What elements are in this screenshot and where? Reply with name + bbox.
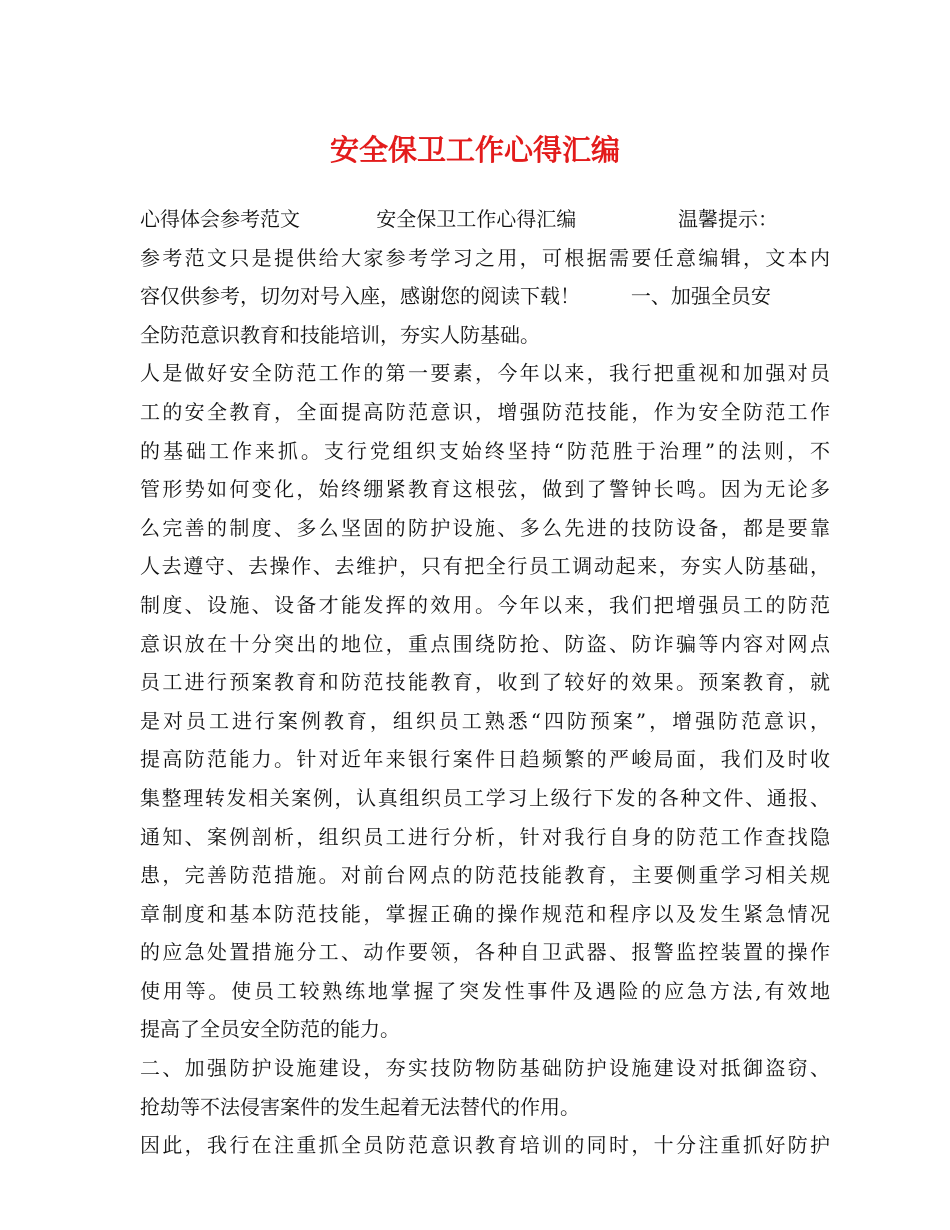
text-line: 章制度和基本防范技能，掌握正确的操作规范和程序以及发生紧急情况 — [140, 901, 830, 926]
text-line: 患，完善防范措施。对前台网点的防范技能教育，主要侧重学习相关规 — [140, 863, 830, 888]
text-line: 的应急处置措施分工、动作要领，各种自卫武器、报警监控装置的操作 — [140, 940, 830, 965]
text-line: 工的安全教育，全面提高防范意识，增强防范技能，作为安全防范工作 — [140, 399, 830, 424]
text-line: 心得体会参考范文 安全保卫工作心得汇编 温馨提示： — [140, 207, 779, 231]
text-line: 提高了全员安全防范的能力。 — [140, 1017, 400, 1042]
text-line: 集整理转发相关案例，认真组织员工学习上级行下发的各种文件、通报、 — [140, 785, 830, 810]
text-line: 管形势如何变化，始终绷紧教育这根弦，做到了警钟长鸣。因为无论多 — [140, 477, 830, 502]
text-line: 提高防范能力。针对近年来银行案件日趋频繁的严峻局面，我们及时收 — [140, 747, 830, 772]
text-line: 员工进行预案教育和防范技能教育，收到了较好的效果。预案教育，就 — [140, 670, 830, 695]
text-line: 人是做好安全防范工作的第一要素，今年以来，我行把重视和加强对员 — [140, 361, 830, 386]
text-line: 人去遵守、去操作、去维护，只有把全行员工调动起来，夯实人防基础， — [140, 554, 830, 579]
text-line: 么完善的制度、多么坚固的防护设施、多么先进的技防设备，都是要靠 — [140, 515, 830, 540]
document-title: 安全保卫工作心得汇编 — [329, 133, 620, 167]
text-line: 容仅供参考，切勿对号入座，感谢您的阅读下载！ 一、加强全员安 — [140, 284, 771, 309]
document-body — [140, 200, 830, 1165]
text-line: 因此，我行在注重抓全员防范意识教育培训的同时，十分注重抓好防护 — [140, 1133, 830, 1158]
text-line: 制度、设施、设备才能发挥的效用。今年以来，我们把增强员工的防范 — [140, 592, 830, 617]
text-line: 的基础工作来抓。支行党组织支始终坚持“防范胜于治理”的法则，不 — [140, 438, 830, 463]
text-line: 全防范意识教育和技能培训，夯实人防基础。 — [140, 322, 540, 347]
text-line: 通知、案例剖析，组织员工进行分析，针对我行自身的防范工作查找隐 — [140, 824, 830, 849]
text-line: 是对员工进行案例教育，组织员工熟悉“四防预案”，增强防范意识， — [140, 708, 830, 733]
text-line: 抢劫等不法侵害案件的发生起着无法替代的作用。 — [140, 1094, 580, 1119]
text-line: 参考范文只是提供给大家参考学习之用，可根据需要任意编辑，文本内 — [140, 245, 830, 270]
text-line: 二、加强防护设施建设，夯实技防物防基础防护设施建设对抵御盗窃、 — [140, 1056, 830, 1081]
text-line: 使用等。使员工较熟练地掌握了突发性事件及遇险的应急方法,有效地 — [140, 978, 830, 1003]
text-line: 意识放在十分突出的地位，重点围绕防抢、防盗、防诈骗等内容对网点 — [140, 631, 830, 656]
